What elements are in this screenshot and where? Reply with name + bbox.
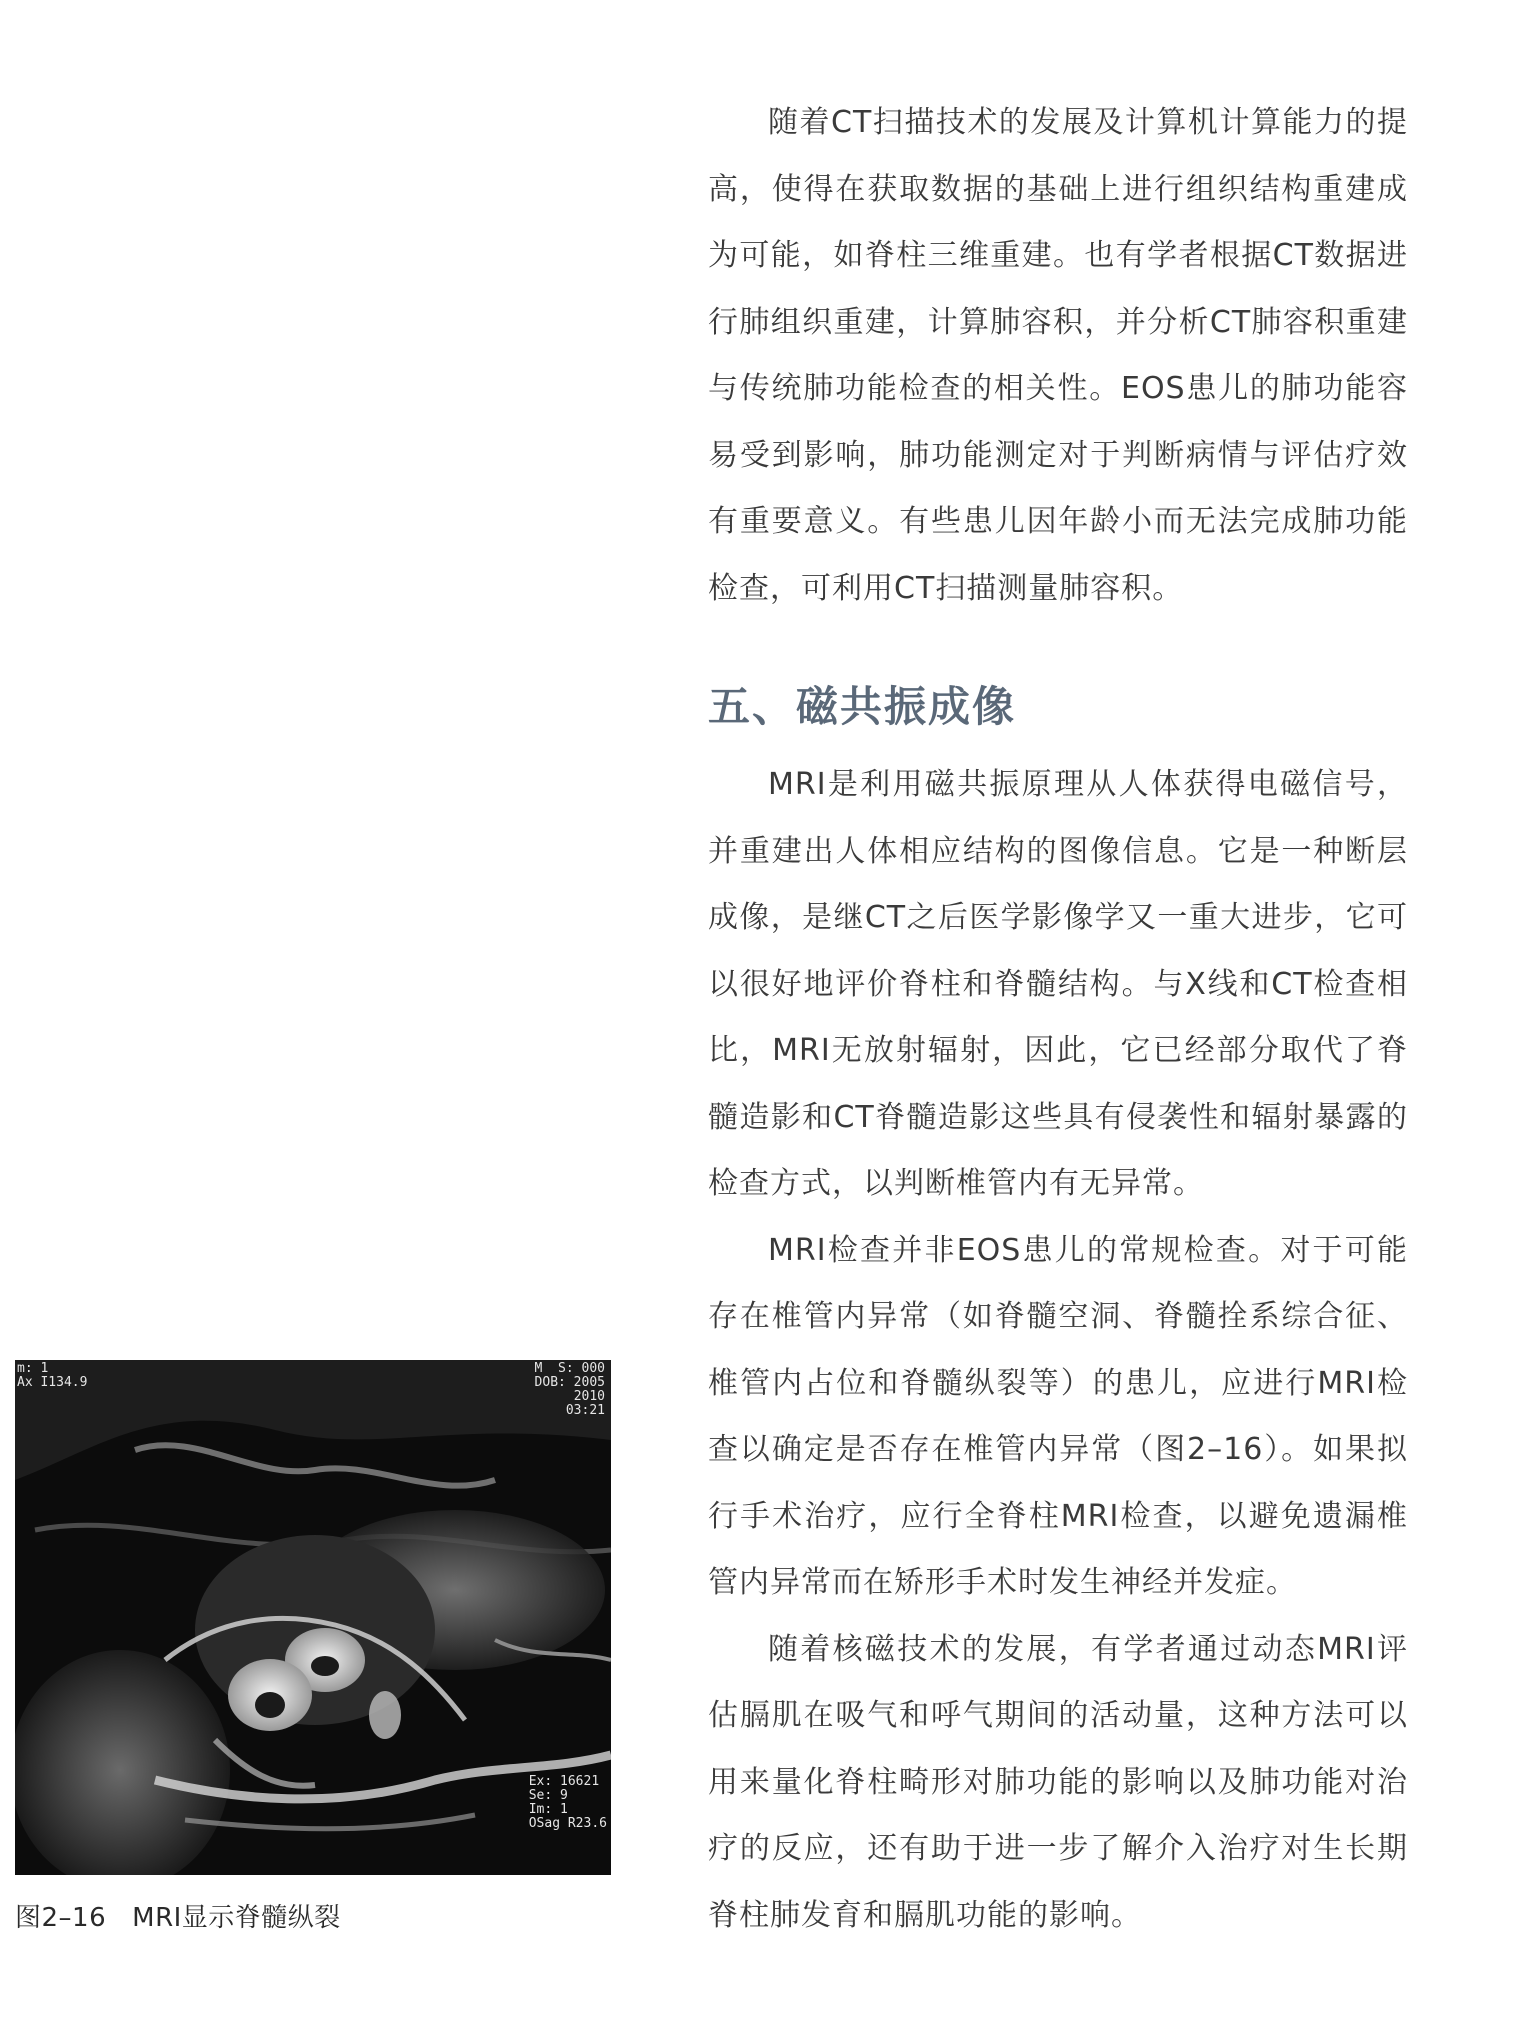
mri-overlay-top-left: m: 1 Ax I134.9	[17, 1361, 88, 1390]
mri-figure	[15, 1360, 611, 1875]
intro-paragraph: 随着CT扫描技术的发展及计算机计算能力的提高，使得在获取数据的基础上进行组织结构重建成为可能，如脊柱三维重建。也有学者根据CT数据进行肺组织重建，计算肺容积，并分析CT肺容积重建与传统肺功能检查的相关性。EOS患儿的肺功能容易受到影响，肺功能测定对于判断病情与评估疗效有重要意义。有些患儿因年龄小而无法完成肺功能检查，可利用CT扫描测量肺容积。	[708, 105, 1408, 606]
mri-overlay-top-right: M S: 000 DOB: 2005 2010 03:21	[534, 1361, 605, 1418]
section-heading: 五、磁共振成像	[708, 682, 1017, 731]
figure-caption	[15, 1897, 341, 1934]
main-text-column	[708, 90, 1408, 1949]
figure-caption-text: MRI显示脊髓纵裂	[132, 1903, 341, 1933]
mri-overlay-bottom-right: Ex: 16621 Se: 9 Im: 1 OSag R23.6	[528, 1774, 607, 1831]
section-paragraph-2: MRI检查并非EOS患儿的常规检查。对于可能存在椎管内异常（如脊髓空洞、脊髓拴系综合征、椎管内占位和脊髓纵裂等）的患儿，应进行MRI检查以确定是否存在椎管内异常（图2–16）。如果拟行手术治疗，应行全脊柱MRI检查，以避免遗漏椎管内异常而在矫形手术时发生神经并发症。	[708, 1232, 1408, 1600]
section-paragraph-3: 随着核磁技术的发展，有学者通过动态MRI评估膈肌在吸气和呼气期间的活动量，这种方法可以用来量化脊柱畸形对肺功能的影响以及肺功能对治疗的反应，还有助于进一步了解介入治疗对生长期脊柱肺发育和膈肌功能的影响。	[708, 1631, 1408, 1933]
figure-caption-label: 图2–16	[15, 1903, 107, 1933]
section-paragraph-1: MRI是利用磁共振原理从人体获得电磁信号，并重建出人体相应结构的图像信息。它是一种断层成像，是继CT之后医学影像学又一重大进步，它可以很好地评价脊柱和脊髓结构。与X线和CT检查相比，MRI无放射辐射，因此，它已经部分取代了脊髓造影和CT脊髓造影这些具有侵袭性和辐射暴露的检查方式，以判断椎管内有无异常。	[708, 767, 1408, 1201]
mri-image	[15, 1360, 611, 1875]
